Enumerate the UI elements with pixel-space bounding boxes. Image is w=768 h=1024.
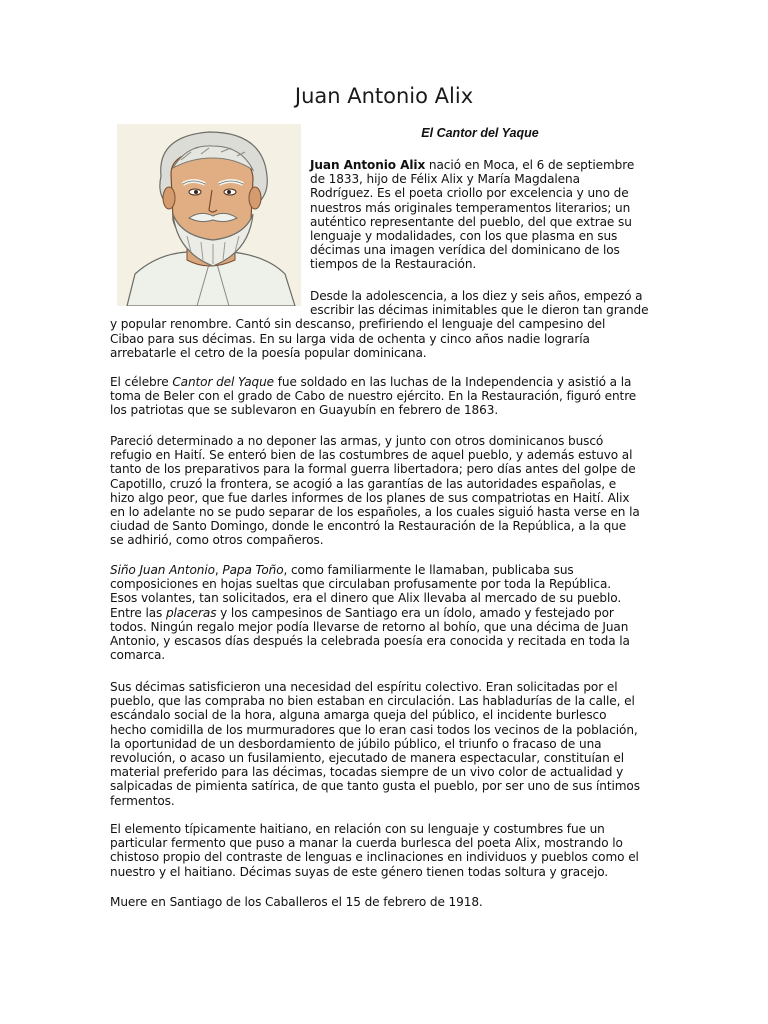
p6-line-4: hecho comidilla de los murmuradores que lo eran casi todos los vecinos de la población, <box>110 722 638 737</box>
p5-line-5: todos. Ningún regalo mejor podía llevarse de retorno al bohío, que una décima de Juan <box>110 619 629 634</box>
p4-line-8: se adhirió, como otros compañeros. <box>110 533 324 548</box>
intro-paragraph <box>310 158 660 272</box>
article-subtitle: El Cantor del Yaque <box>421 126 539 140</box>
paragraph-papa-tono <box>110 563 670 662</box>
p4-line-6: en lo adelante no se pudo separar de los españoles, a los cuales siguió hasta verse en la <box>110 505 640 520</box>
p7-line-1: El elemento típicamente haitiano, en relación con su lenguaje y costumbres fue un <box>110 822 605 836</box>
p4-line-4: Capotillo, cruzó la frontera, se acogió a las garantías de las autoridades españolas, e <box>110 476 617 491</box>
p7-line-3: chistoso propio del contraste de lenguas e inclinaciones en individuos y pueblos como el <box>110 850 639 865</box>
portrait-drawing-icon <box>117 124 301 306</box>
p8-line-1: Muere en Santiago de los Caballeros el 15 de febrero de 1918. <box>110 895 483 909</box>
p2-line-1: Desde la adolescencia, a los diez y seis años, empezó a <box>310 289 643 303</box>
p6-line-6: revolución, o acaso un fusilamiento, ejecutado de manera espectacular, constituían el <box>110 751 624 766</box>
p4-line-2: refugio en Haití. Se enteró bien de las costumbres de aquel pueblo, y además estuvo al <box>110 448 633 463</box>
intro-line-1: Juan Antonio Alix nació en Moca, el 6 de septiembre <box>310 158 635 172</box>
paragraph-decimas <box>110 680 670 808</box>
p5-line-2: composiciones en hojas sueltas que circulaban profusamente por toda la República. <box>110 577 611 592</box>
p5-line-4: Entre las placeras y los campesinos de Santiago era un ídolo, amado y festejado por <box>110 605 614 620</box>
p4-line-1: Pareció determinado a no deponer las armas, y junto con otros dominicanos buscó <box>110 434 604 448</box>
p3-line-1: El célebre Cantor del Yaque fue soldado en las luchas de la Independencia y asistió a la <box>110 375 632 389</box>
p7-line-2: particular fermento que puso a manar la cuerda burlesca del poeta Alix, mostrando lo <box>110 836 623 851</box>
p2-line-3: y popular renombre. Cantó sin descanso, prefiriendo el lenguaje del campesino del <box>110 317 606 332</box>
p4-line-3: tanto de los preparativos para la formal guerra libertadora; pero días antes del golpe de <box>110 462 636 477</box>
p6-line-1: Sus décimas satisficieron una necesidad del espíritu colectivo. Eran solicitadas por el <box>110 680 618 694</box>
p5-line-7: comarca. <box>110 648 166 663</box>
p6-line-7: material preferido para las décimas, tocadas siempre de un vivo color de actualidad y <box>110 765 624 780</box>
p6-line-8: salpicadas de pimienta satírica, de que tanto gusta el pueblo, por ser uno de sus íntimos <box>110 779 640 794</box>
p6-line-5: la oportunidad de un desbordamiento de júbilo público, el triunfo o fracaso de una <box>110 736 602 751</box>
intro-line-4: nuestros más originales temperamentos literarios; un <box>310 200 631 215</box>
p7-line-4: nuestro y el haitiano. Décimas suyas de este género tienen todas soltura y gracejo. <box>110 864 609 879</box>
paragraph-adolescence <box>110 289 670 360</box>
intro-line-2: de 1833, hijo de Félix Alix y María Magdalena <box>310 172 580 187</box>
paragraph-haiti <box>110 434 670 548</box>
intro-line-8: tiempos de la Restauración. <box>310 257 477 272</box>
p6-line-2: pueblo, que las compraba no bien estaban en circulación. Las habladurías de la calle, el <box>110 694 635 709</box>
intro-line-6: lenguaje y modalidades, con los que plasma en sus <box>310 229 618 244</box>
p5-line-1: Siño Juan Antonio, Papa Toño, como familiarmente le llamaban, publicaba sus <box>110 563 574 577</box>
p3-line-3: los patriotas que se sublevaron en Guayubín en febrero de 1863. <box>110 403 499 418</box>
p2-line-2: escribir las décimas inimitables que le dieron tan grande <box>310 303 649 318</box>
p2-line-5: arrebatarle el cetro de la poesía popular dominicana. <box>110 345 427 360</box>
p3-line-2: toma de Beler con el grado de Cabo de nuestro ejército. En la Restauración, figuró entre <box>110 389 637 404</box>
p6-line-9: fermentos. <box>110 793 175 808</box>
p6-line-3: escándalo social de la hora, alguna amarga queja del público, el incidente burlesco <box>110 708 607 723</box>
p4-line-7: ciudad de Santo Domingo, donde le encontró la Restauración de la República, a la que <box>110 519 627 534</box>
page-title: Juan Antonio Alix <box>294 84 474 108</box>
intro-line-5: auténtico representante del pueblo, del que extrae su <box>310 214 632 229</box>
paragraph-death <box>110 895 670 909</box>
intro-line-3: Rodríguez. Es el poeta criollo por excelencia y uno de <box>310 186 629 201</box>
intro-line-7: décimas una imagen verídica del dominicano de los <box>310 243 620 258</box>
paragraph-haitian-element <box>110 822 670 879</box>
p2-line-4: Cibao para sus décimas. En su larga vida de ochenta y cinco años nadie lograría <box>110 331 590 346</box>
intro-name: Juan Antonio Alix <box>310 158 426 172</box>
p4-line-5: hizo algo peor, que fue darles informes de los planes de sus compatriotas en Haití. Alix <box>110 490 630 505</box>
p5-line-3: Esos volantes, tan solicitados, era el dinero que Alix llevaba al mercado de su pueblo. <box>110 591 622 606</box>
paragraph-soldier <box>110 375 670 418</box>
p5-line-6: Antonio, y escasos días después la celebrada poesía era conocida y recitada en toda la <box>110 634 630 649</box>
